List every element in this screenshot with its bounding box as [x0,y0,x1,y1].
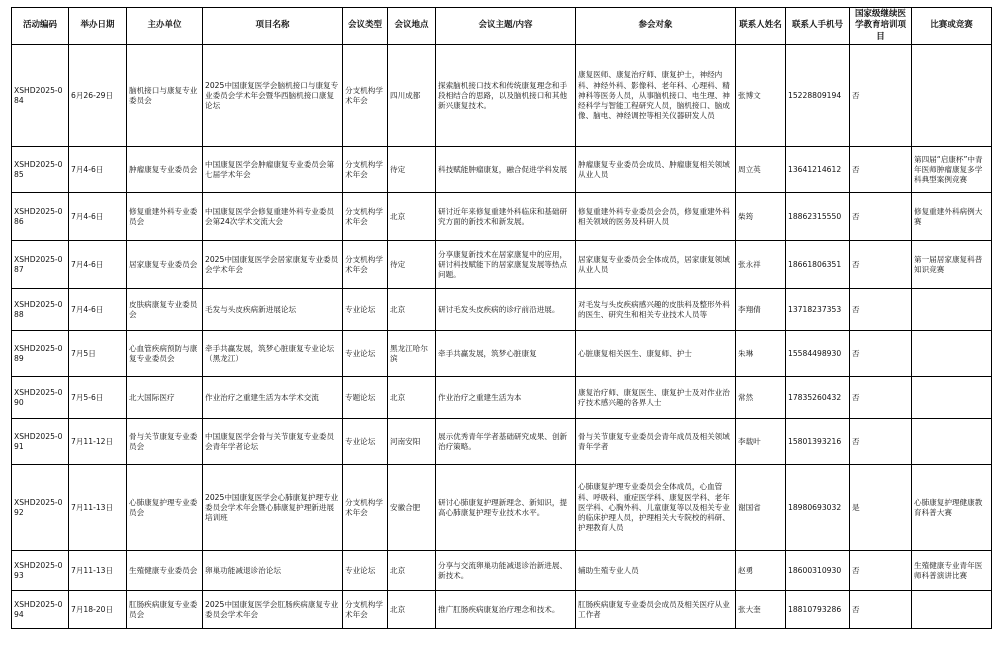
contact-phone-cell: 13718237353 [786,289,850,331]
cme-project-cell: 否 [850,377,912,419]
audience-cell: 骨与关节康复专业委员会青年成员及相关领域青年学者 [576,419,736,465]
host-unit-cell: 心血管疾病预防与康复专业委员会 [127,331,203,377]
contact-phone-cell: 15584498930 [786,331,850,377]
meeting-type-cell: 分支机构学术年会 [343,591,388,629]
table-row [12,147,992,193]
contact-name-cell: 张永祥 [736,241,786,289]
contact-phone-cell: 18810793286 [786,591,850,629]
location-cell: 北京 [388,591,436,629]
contact-phone-cell: 18661806351 [786,241,850,289]
location-cell: 北京 [388,289,436,331]
theme-cell: 探索脑机接口技术和传统康复理念和手段相结合的思路，以及脑机接口和其他新兴康复技术。 [436,45,576,147]
cme-project-cell: 否 [850,419,912,465]
audience-cell: 修复重建外科专业委员会会员，修复重建外科相关领域的医务及科研人员 [576,193,736,241]
date-cell: 7月18-20日 [69,591,127,629]
project-name-cell: 2025中国康复医学会肛肠疾病康复专业委员会学术年会 [203,591,343,629]
contest-cell [912,289,992,331]
project-name-cell: 2025中国康复医学会居家康复专业委员会学术年会 [203,241,343,289]
contest-cell [912,45,992,147]
host-unit-cell: 肛肠疾病康复专业委员会 [127,591,203,629]
audience-cell: 肿瘤康复专业委员会成员、肿瘤康复相关领域从业人员 [576,147,736,193]
audience-cell: 居家康复专业委员会全体成员，居家康复领域从业人员 [576,241,736,289]
contact-phone-cell: 15801393216 [786,419,850,465]
contact-name-cell: 李翔倩 [736,289,786,331]
cme-project-cell: 否 [850,147,912,193]
cme-project-cell: 否 [850,551,912,591]
date-cell: 7月5-6日 [69,377,127,419]
cme-project-cell: 否 [850,193,912,241]
header-cell: 参会对象 [576,8,736,45]
contact-name-cell: 张大奎 [736,591,786,629]
date-cell: 7月5日 [69,331,127,377]
theme-cell: 分享康复新技术在居家康复中的应用，研讨科技赋能下的居家康复发展等热点问题。 [436,241,576,289]
location-cell: 待定 [388,147,436,193]
activity-code-cell: XSHD2025-084 [12,45,69,147]
project-name-cell: 中国康复医学会修复重建外科专业委员会第24次学术交流大会 [203,193,343,241]
theme-cell: 研讨毛发头皮疾病的诊疗前沿进展。 [436,289,576,331]
meeting-type-cell: 分支机构学术年会 [343,465,388,551]
table-row [12,45,992,147]
header-cell: 国家级继续医学教育培训项目 [850,8,912,45]
theme-cell: 研讨心肺康复护理新理念、新知识，提高心肺康复护理专业技术水平。 [436,465,576,551]
cme-project-cell: 否 [850,45,912,147]
header-cell: 举办日期 [69,8,127,45]
contact-phone-cell: 13641214612 [786,147,850,193]
header-cell: 活动编码 [12,8,69,45]
meeting-type-cell: 专业论坛 [343,419,388,465]
location-cell: 安徽合肥 [388,465,436,551]
project-name-cell: 中国康复医学会肿瘤康复专业委员会第七届学术年会 [203,147,343,193]
date-cell: 7月4-6日 [69,193,127,241]
contact-name-cell: 常然 [736,377,786,419]
date-cell: 7月11-13日 [69,465,127,551]
theme-cell: 展示优秀青年学者基础研究成果、创新治疗策略。 [436,419,576,465]
cme-project-cell: 否 [850,331,912,377]
audience-cell: 肛肠疾病康复专业委员会成员及相关医疗从业工作者 [576,591,736,629]
contact-name-cell: 谢国省 [736,465,786,551]
table-row [12,193,992,241]
theme-cell: 分享与交流卵巢功能减退诊治新进展、新技术。 [436,551,576,591]
table-row [12,331,992,377]
audience-cell: 辅助生殖专业人员 [576,551,736,591]
location-cell: 黑龙江哈尔滨 [388,331,436,377]
activity-code-cell: XSHD2025-091 [12,419,69,465]
host-unit-cell: 骨与关节康复专业委员会 [127,419,203,465]
meeting-type-cell: 分支机构学术年会 [343,147,388,193]
audience-cell: 心肺康复护理专业委员会全体成员，心血管科、呼吸科、重症医学科、康复医学科、老年医学科、心胸外科、儿童康复等以及相关专业的临床护理人员，护理相关大专院校的科研、护理教育人员 [576,465,736,551]
contact-phone-cell: 18980693032 [786,465,850,551]
host-unit-cell: 修复重建外科专业委员会 [127,193,203,241]
host-unit-cell: 居家康复专业委员会 [127,241,203,289]
theme-cell: 牵手共赢发展，筑梦心脏康复 [436,331,576,377]
contest-cell [912,377,992,419]
audience-cell: 心脏康复相关医生、康复师、护士 [576,331,736,377]
theme-cell: 作业治疗之重建生活为本 [436,377,576,419]
contact-name-cell: 赵勇 [736,551,786,591]
header-cell: 联系人手机号 [786,8,850,45]
cme-project-cell: 否 [850,591,912,629]
header-cell: 会议地点 [388,8,436,45]
date-cell: 7月11-12日 [69,419,127,465]
contest-cell [912,591,992,629]
activity-table [11,7,992,629]
activity-code-cell: XSHD2025-089 [12,331,69,377]
table-row [12,241,992,289]
table-row [12,591,992,629]
activity-code-cell: XSHD2025-087 [12,241,69,289]
meeting-type-cell: 专题论坛 [343,377,388,419]
location-cell: 北京 [388,551,436,591]
header-cell: 项目名称 [203,8,343,45]
contest-cell: 心肺康复护理健康教育科普大赛 [912,465,992,551]
cme-project-cell: 否 [850,241,912,289]
table-row [12,551,992,591]
meeting-type-cell: 专业论坛 [343,331,388,377]
table-row [12,419,992,465]
meeting-type-cell: 分支机构学术年会 [343,45,388,147]
contact-phone-cell: 15228809194 [786,45,850,147]
header-cell: 主办单位 [127,8,203,45]
host-unit-cell: 生殖健康专业委员会 [127,551,203,591]
meeting-type-cell: 分支机构学术年会 [343,241,388,289]
host-unit-cell: 肿瘤康复专业委员会 [127,147,203,193]
header-row [12,8,992,45]
table-row [12,377,992,419]
date-cell: 7月4-6日 [69,289,127,331]
date-cell: 6月26-29日 [69,45,127,147]
header-cell: 比赛或竞赛 [912,8,992,45]
host-unit-cell: 皮肤病康复专业委员会 [127,289,203,331]
theme-cell: 科技赋能肿瘤康复，融合促进学科发展 [436,147,576,193]
contest-cell: 第一届居家康复科普知识竞赛 [912,241,992,289]
project-name-cell: 牵手共赢发展，筑梦心脏康复专业论坛（黑龙江） [203,331,343,377]
project-name-cell: 2025中国康复医学会脑机接口与康复专业委员会学术年会暨华西脑机接口康复论坛 [203,45,343,147]
location-cell: 北京 [388,193,436,241]
contact-name-cell: 朱琳 [736,331,786,377]
audience-cell: 对毛发与头皮疾病感兴趣的皮肤科及整形外科的医生、研究生和相关专业技术人员等 [576,289,736,331]
activity-code-cell: XSHD2025-088 [12,289,69,331]
audience-cell: 康复医师、康复治疗师、康复护士，神经内科、神经外科、影像科、老年科、心理科、精神科等医务人员，从事脑机接口、电生理、神经科学与智能工程研究人员，脑机接口、脑成像、脑电、神经调控等相关仪器研发人员 [576,45,736,147]
theme-cell: 研讨近年来修复重建外科临床和基础研究方面的新技术和新发展。 [436,193,576,241]
header-cell: 会议主题/内容 [436,8,576,45]
audience-cell: 康复治疗师、康复医生、康复护士及对作业治疗技术感兴趣的各界人士 [576,377,736,419]
contest-cell: 第四届“启康杯”中青年医师肿瘤康复多学科典型案例竞赛 [912,147,992,193]
header-cell: 联系人姓名 [736,8,786,45]
contact-phone-cell: 18862315550 [786,193,850,241]
contest-cell [912,331,992,377]
host-unit-cell: 北大国际医疗 [127,377,203,419]
contest-cell: 生殖健康专业青年医师科普演讲比赛 [912,551,992,591]
header-cell: 会议类型 [343,8,388,45]
contact-phone-cell: 18600310930 [786,551,850,591]
contact-name-cell: 张博文 [736,45,786,147]
project-name-cell: 毛发与头皮疾病新进展论坛 [203,289,343,331]
project-name-cell: 作业治疗之重建生活为本学术交流 [203,377,343,419]
activity-code-cell: XSHD2025-085 [12,147,69,193]
date-cell: 7月4-6日 [69,147,127,193]
activity-code-cell: XSHD2025-094 [12,591,69,629]
location-cell: 河南安阳 [388,419,436,465]
date-cell: 7月11-13日 [69,551,127,591]
contact-name-cell: 李载叶 [736,419,786,465]
activity-code-cell: XSHD2025-086 [12,193,69,241]
table-row [12,289,992,331]
contest-cell [912,419,992,465]
project-name-cell: 卵巢功能减退诊治论坛 [203,551,343,591]
contest-cell: 修复重建外科病例大赛 [912,193,992,241]
meeting-type-cell: 专业论坛 [343,551,388,591]
location-cell: 四川成都 [388,45,436,147]
activity-code-cell: XSHD2025-092 [12,465,69,551]
contact-phone-cell: 17835260432 [786,377,850,419]
project-name-cell: 2025中国康复医学会心肺康复护理专业委员会学术年会暨心肺康复护理新进展培训班 [203,465,343,551]
activity-code-cell: XSHD2025-093 [12,551,69,591]
host-unit-cell: 心肺康复护理专业委员会 [127,465,203,551]
theme-cell: 推广肛肠疾病康复治疗理念和技术。 [436,591,576,629]
contact-name-cell: 周立英 [736,147,786,193]
cme-project-cell: 是 [850,465,912,551]
meeting-type-cell: 专业论坛 [343,289,388,331]
meeting-type-cell: 分支机构学术年会 [343,193,388,241]
date-cell: 7月4-6日 [69,241,127,289]
activity-code-cell: XSHD2025-090 [12,377,69,419]
cme-project-cell: 否 [850,289,912,331]
location-cell: 待定 [388,241,436,289]
host-unit-cell: 脑机接口与康复专业委员会 [127,45,203,147]
project-name-cell: 中国康复医学会骨与关节康复专业委员会青年学者论坛 [203,419,343,465]
contact-name-cell: 柴筠 [736,193,786,241]
location-cell: 北京 [388,377,436,419]
table-row [12,465,992,551]
